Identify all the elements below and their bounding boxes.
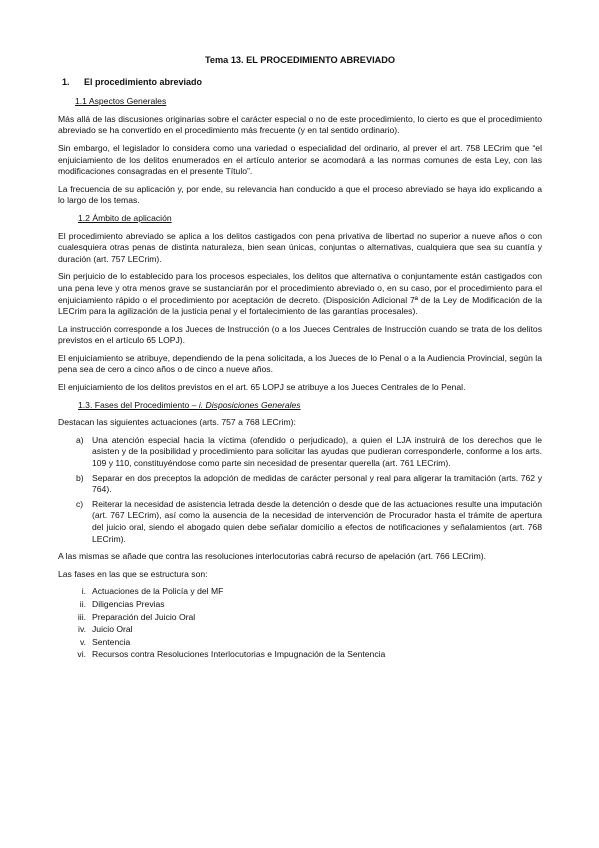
- list-marker: b): [76, 472, 84, 483]
- section-title: El procedimiento abreviado: [84, 76, 203, 87]
- list-item-text: Una atención especial hacia la víctima (ofendido o perjudicado), a quien el LJA instruirá de los derechos que le asisten y de la posibilidad y procedimiento para solicitar las ayudas que pudieran corresponderle, conforme a los arts. 109 y 110, constituyéndose como parte sin necesidad de presentar querella (art. 761 LECrim).: [92, 434, 542, 469]
- paragraph: El procedimiento abreviado se aplica a los delitos castigados con pena privativa de libertad no superior a nueve años o con cualesquiera otras penas de distinta naturaleza, bien sean únicas, conjuntas o alternativas, cualquiera que sea su cuantía y duración (art. 757 LECrim).: [58, 230, 542, 264]
- list-item-text: Recursos contra Resoluciones Interlocutorias e Impugnación de la Sentencia: [92, 649, 386, 660]
- list-marker: c): [76, 498, 84, 509]
- list-item-text: Juicio Oral: [92, 624, 133, 635]
- paragraph: Sin embargo, el legislador lo considera como una variedad o especialidad del ordinario, al prever el art. 758 LECrim que “el enjuiciamiento de los delitos enumerados en el artículo anterior se acomodará a las normas comunes de esta Ley, con las modificaciones consagradas en el presente Título”.: [58, 142, 542, 177]
- list-marker: ii.: [79, 598, 86, 609]
- subsection-heading-text: 1.3. Fases del Procedimiento –: [78, 399, 199, 410]
- paragraph: La instrucción corresponde a los Jueces de Instrucción (o a los Jueces Centrales de Instrucción cuando se trata de los delitos previstos en el artículo 65 LOPJ).: [58, 323, 542, 346]
- roman-list: [58, 586, 542, 661]
- section-number: 1.: [62, 76, 70, 87]
- list-marker: iv.: [78, 624, 86, 635]
- list-item-text: Actuaciones de la Policía y del MF: [92, 586, 224, 597]
- list-item: [58, 612, 542, 624]
- lettered-list: [58, 435, 542, 545]
- list-marker: iii.: [77, 611, 86, 622]
- list-item-text: Diligencias Previas: [92, 598, 165, 609]
- list-item: [58, 649, 542, 661]
- paragraph: Más allá de las discusiones originarias sobre el carácter especial o no de este procedimiento, lo cierto es que el procedimiento abreviado se ha convertido en el procedimiento más frecuente (y en tal sentido ordinario).: [58, 113, 542, 136]
- subsection-heading-1-3: [58, 400, 542, 412]
- paragraph: A las mismas se añade que contra las resoluciones interlocutorias cabrá recurso de apelación (art. 766 LECrim).: [58, 551, 486, 562]
- list-marker: a): [76, 434, 84, 445]
- list-item: [58, 637, 542, 649]
- list-item-text: Sentencia: [92, 636, 131, 647]
- document-title: Tema 13. EL PROCEDIMIENTO ABREVIADO: [204, 55, 396, 65]
- subsection-heading-1-1: 1.1 Aspectos Generales: [75, 96, 167, 107]
- list-item: [58, 499, 542, 545]
- list-item: [58, 473, 542, 496]
- list-item: [58, 586, 542, 598]
- paragraph: La frecuencia de su aplicación y, por ende, su relevancia han conducido a que el proceso abreviado se haya ido explicando a lo largo de los temas.: [58, 183, 542, 206]
- list-item-text: Reiterar la necesidad de asistencia letrada desde la detención o desde que de las actuaciones resulte una imputación (art. 767 LECrim), así como la ausencia de la necesidad de intervención de Procurador hasta el trámite de apertura del juicio oral, siendo el abogado quien debe señalar domicilio a efectos de notificaciones y señalamientos (art. 768 LECrim).: [92, 498, 542, 544]
- list-marker: v.: [79, 636, 86, 647]
- document-page: [58, 55, 542, 662]
- list-item-text: Preparación del Juicio Oral: [92, 611, 196, 622]
- list-marker: vi.: [77, 649, 86, 660]
- paragraph: Las fases en las que se estructura son:: [58, 568, 208, 579]
- list-item: [58, 599, 542, 611]
- list-item: [58, 624, 542, 636]
- paragraph: El enjuiciamiento de los delitos previstos en el art. 65 LOPJ se atribuye a los Jueces Centrales de lo Penal.: [58, 382, 466, 393]
- subsection-heading-1-2: 1.2 Ámbito de aplicación: [78, 212, 172, 223]
- section-heading: [58, 77, 542, 89]
- paragraph: Sin perjuicio de lo establecido para los procesos especiales, los delitos que alternativa o conjuntamente están castigados con una pena leve y otra menos grave se sustanciarán por el procedimiento abreviado o, en su caso, por el procedimiento para el enjuiciamiento rápido o el procedimiento por aceptación de decreto. (Disposición Adicional 7ª de la Ley de Modificación de la LECrim para la agilización de la justicia penal y el fortalecimiento de las garantías procesales).: [58, 271, 542, 317]
- list-item: [58, 435, 542, 470]
- list-marker: i.: [81, 586, 86, 597]
- paragraph: Destacan las siguientes actuaciones (arts. 757 a 768 LECrim):: [58, 417, 296, 428]
- subsection-heading-italic: i. Disposiciones Generales: [198, 399, 301, 410]
- list-item-text: Separar en dos preceptos la adopción de medidas de carácter personal y real para aligerar la tramitación (arts. 762 y 764).: [92, 472, 542, 495]
- paragraph: El enjuiciamiento se atribuye, dependiendo de la pena solicitada, a los Jueces de lo Penal o a la Audiencia Provincial, según la pena sea de cero a cinco años o de cinco a nueve años.: [58, 352, 542, 375]
